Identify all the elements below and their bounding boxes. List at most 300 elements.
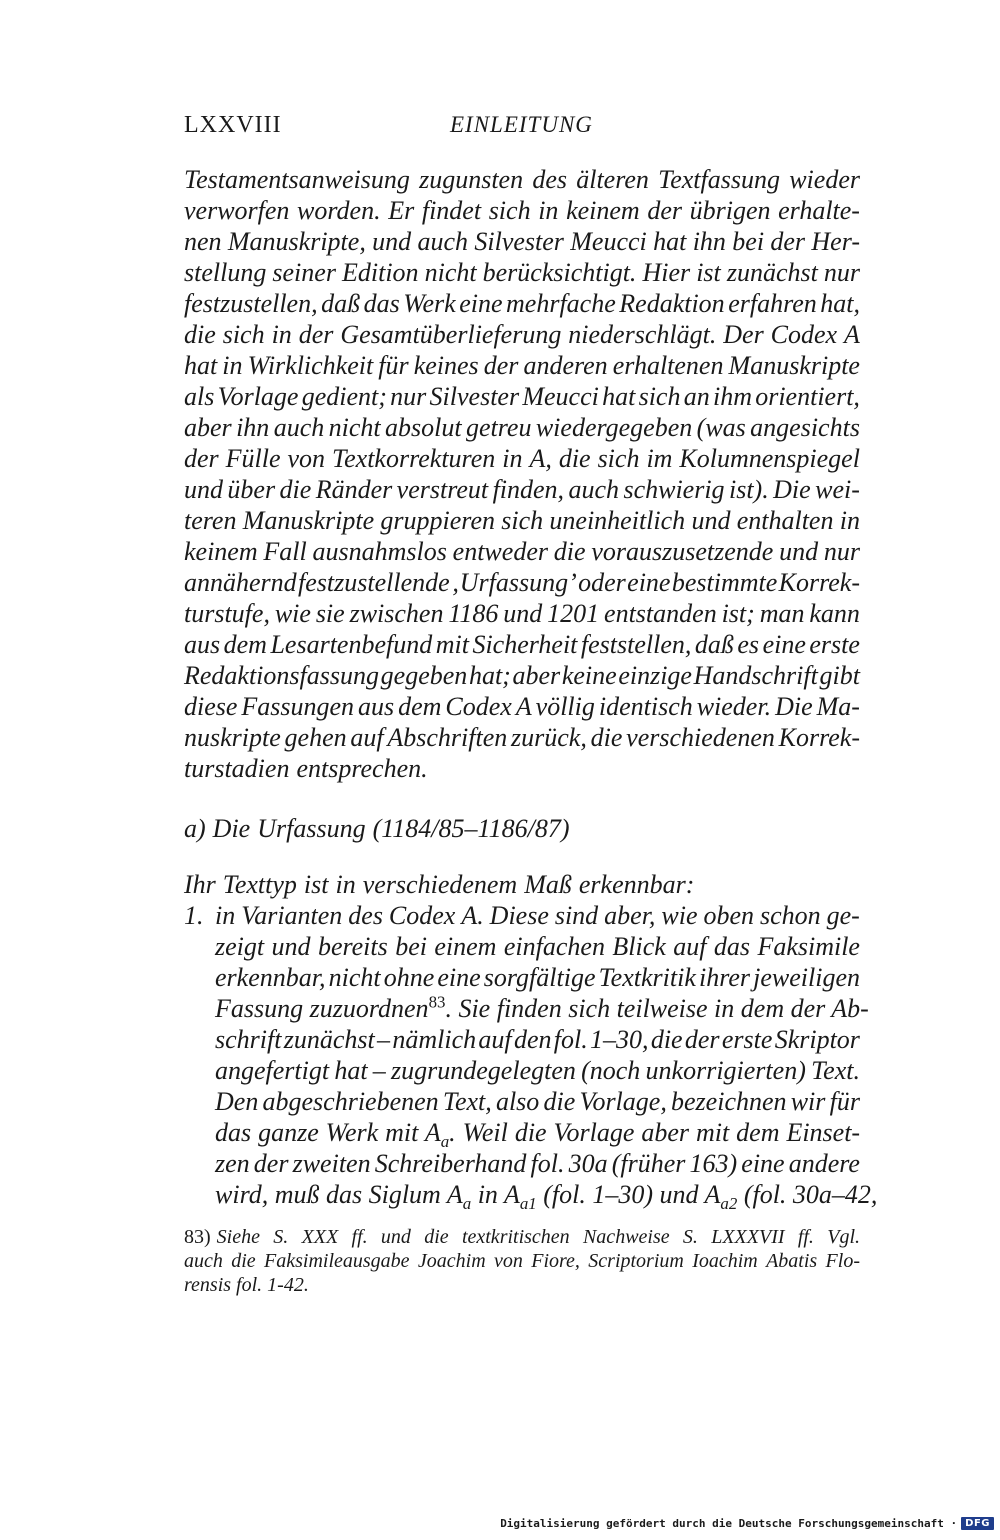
word: ohne <box>383 963 435 992</box>
word: eine <box>762 630 806 659</box>
word: Fülle <box>225 444 281 473</box>
word: turstadien <box>184 754 290 783</box>
word: Textkritik <box>598 963 696 992</box>
word: andere <box>788 1149 860 1178</box>
word: Fassungen <box>241 692 355 721</box>
word: gehen <box>284 723 347 752</box>
siglum-segment <box>215 1179 878 1214</box>
word: kann <box>809 599 860 628</box>
word: sich <box>501 506 544 535</box>
word: eine <box>741 1149 785 1178</box>
word: vorauszusetzende <box>591 537 774 566</box>
body-line <box>184 350 860 381</box>
word: Abschriften <box>387 723 508 752</box>
word: Sicherheit <box>472 630 578 659</box>
list-line <box>215 1055 860 1086</box>
word: gruppieren <box>380 506 495 535</box>
word: über <box>227 475 276 504</box>
word: Die <box>212 814 251 843</box>
word: zunächst <box>726 258 818 287</box>
word: auf <box>350 723 384 752</box>
word: ‚Urfassung’ <box>451 568 577 597</box>
word: A, <box>529 444 552 473</box>
word: erhaltenen <box>612 351 724 380</box>
word: Schreiberhand <box>374 1149 527 1178</box>
word: für <box>829 1087 860 1116</box>
word: und <box>779 537 819 566</box>
word: aus <box>184 630 221 659</box>
word: nämlich <box>392 1025 477 1054</box>
word: diese <box>184 692 238 721</box>
word: jeweiligen <box>753 963 860 992</box>
word: Vorlage, <box>579 1087 667 1116</box>
word: den <box>513 1025 552 1054</box>
text-fragment: . Sie finden sich teilweise in dem der Ab- <box>445 994 869 1023</box>
body-line <box>184 722 860 753</box>
word: (was <box>696 413 746 442</box>
word: zunächst <box>283 1025 375 1054</box>
word: erhalte- <box>778 196 860 225</box>
word: sorgfältige <box>483 963 596 992</box>
word: fol. <box>553 1025 588 1054</box>
word: Vorlage <box>217 382 299 411</box>
page-header <box>184 112 860 144</box>
word: fol. <box>530 1149 565 1178</box>
word: nur <box>390 382 427 411</box>
list-intro <box>184 869 860 900</box>
word: hat <box>184 351 218 380</box>
list-line <box>215 1117 861 1152</box>
word: (früher <box>611 1149 686 1178</box>
word: das <box>363 289 400 318</box>
word: zwischen <box>349 599 444 628</box>
word: verstreut <box>396 475 489 504</box>
word: a) <box>184 814 206 843</box>
body-line <box>184 288 860 319</box>
word: aber, <box>604 901 656 930</box>
word: Meucci <box>570 227 647 256</box>
digitization-credit <box>500 1512 994 1534</box>
word: Ioachim <box>692 1250 758 1272</box>
word: Text. <box>811 1056 860 1085</box>
word: auf <box>478 1025 512 1054</box>
word: schwierig <box>623 475 725 504</box>
section-heading <box>184 813 860 844</box>
word: Codex <box>388 901 456 930</box>
word: Her- <box>811 227 860 256</box>
list-line <box>215 1148 860 1179</box>
word: Joachim <box>417 1250 486 1272</box>
word: stellung <box>184 258 267 287</box>
word: zeigt <box>215 932 265 961</box>
word: erkennbar: <box>578 870 695 899</box>
body-line <box>184 753 860 784</box>
subscript: a <box>462 1194 472 1214</box>
word: Abatis <box>766 1250 818 1272</box>
word: turstufe, <box>184 599 270 628</box>
body-line <box>184 505 860 536</box>
word: die <box>279 475 312 504</box>
word: Wirklichkeit <box>247 351 374 380</box>
word: gibt <box>819 661 860 690</box>
word: bei <box>395 932 427 961</box>
word: eine <box>459 289 503 318</box>
word: festzustellen, <box>184 289 318 318</box>
word: sind <box>554 901 599 930</box>
word: zweiten <box>292 1149 371 1178</box>
footnote-line <box>184 1225 860 1249</box>
body-line <box>184 691 860 722</box>
word: 1-42. <box>267 1274 309 1296</box>
list-line <box>215 931 860 962</box>
word: eine <box>437 963 481 992</box>
word: zugrundegelegten <box>391 1056 576 1085</box>
text-fragment: das ganze Werk mit A <box>215 1118 441 1147</box>
word: sich <box>488 196 531 225</box>
footnote-ref: 83 <box>428 992 446 1012</box>
word: aber <box>184 413 232 442</box>
word: Meucci <box>522 382 599 411</box>
word: A. <box>461 901 484 930</box>
word: Korrek- <box>778 568 860 597</box>
word: und <box>184 475 223 504</box>
word: ausnahmslos <box>312 537 447 566</box>
word: bei <box>732 227 765 256</box>
text-fragment: Fassung zuzuordnen <box>215 994 429 1023</box>
word: von <box>494 1250 523 1272</box>
text-fragment: (fol. 1–30) und A <box>536 1180 721 1209</box>
word: in <box>335 870 356 899</box>
word: sich <box>222 320 265 349</box>
word: auch <box>184 1250 223 1272</box>
word: völlig <box>535 692 595 721</box>
word: die <box>650 1025 683 1054</box>
word: Urfassung <box>257 814 366 843</box>
word: keinem <box>566 196 640 225</box>
word: auch <box>417 227 469 256</box>
word: als <box>184 382 215 411</box>
word: nicht <box>424 258 477 287</box>
word: in <box>538 196 559 225</box>
footnote-number: 83) <box>184 1226 211 1248</box>
word: Testamentsanweisung <box>184 165 410 194</box>
word: und <box>691 506 731 535</box>
word: die <box>543 1087 576 1116</box>
word: (noch <box>581 1056 641 1085</box>
word: abgeschriebenen <box>262 1087 439 1116</box>
word: verschiedenem <box>362 870 518 899</box>
word: in <box>215 901 236 930</box>
subscript: a <box>440 1132 450 1152</box>
word: Kolumnenspiegel <box>679 444 860 473</box>
word: – <box>377 1025 391 1054</box>
body-line <box>184 443 860 474</box>
word: hat <box>334 1056 368 1085</box>
word: erfahren <box>728 289 817 318</box>
word: nicht <box>328 413 381 442</box>
word: A <box>515 692 532 721</box>
word: Faksimile <box>757 932 860 961</box>
word: 1186 <box>448 599 499 628</box>
text-fragment: wird, muß das Siglum A <box>215 1180 463 1209</box>
body-line <box>184 257 860 288</box>
word: Codex <box>445 692 512 721</box>
word: 1201 <box>547 599 600 628</box>
word: Ränder <box>315 475 393 504</box>
word: erste <box>809 630 860 659</box>
word: Manuskripte <box>728 351 860 380</box>
word: Werk <box>403 289 456 318</box>
word: Er <box>388 196 415 225</box>
word: also <box>495 1087 540 1116</box>
body-line <box>184 164 860 195</box>
word: ist; <box>721 599 755 628</box>
word: von <box>287 444 326 473</box>
word: Manuskripte, <box>227 227 366 256</box>
word: in <box>222 351 243 380</box>
word: Der <box>723 320 764 349</box>
word: niederschlägt. <box>568 320 717 349</box>
word: schon <box>760 901 821 930</box>
word: im <box>646 444 673 473</box>
word: wieder. <box>696 692 772 721</box>
list-line <box>215 962 860 993</box>
word: festzustellende <box>298 568 450 597</box>
body-line <box>184 536 860 567</box>
word: Skriptor <box>774 1025 860 1054</box>
word: übrigen <box>689 196 771 225</box>
word: zen <box>215 1149 250 1178</box>
word: nicht <box>328 963 381 992</box>
word: Text, <box>442 1087 492 1116</box>
word: eine <box>627 568 671 597</box>
word: seiner <box>272 258 336 287</box>
word: sich <box>638 382 681 411</box>
word: oben <box>703 901 755 930</box>
word: ist). <box>728 475 769 504</box>
word: angesichts <box>750 413 860 442</box>
word: – <box>372 1056 386 1085</box>
word: 30a <box>568 1149 608 1178</box>
word: annähernd <box>184 568 297 597</box>
word: erkennbar, <box>215 963 326 992</box>
word: Manuskripte <box>242 506 375 535</box>
word: Edition <box>341 258 419 287</box>
word: hat <box>653 227 687 256</box>
word: findet <box>421 196 482 225</box>
word: worden. <box>297 196 381 225</box>
text-fragment: (fol. 30a–42, <box>737 1180 878 1209</box>
word: Hier <box>642 258 691 287</box>
word: berücksichtigt. <box>482 258 637 287</box>
word: aus <box>358 692 395 721</box>
word: rensis <box>184 1274 232 1296</box>
word: gedient; <box>301 382 387 411</box>
word: 1–30, <box>590 1025 649 1054</box>
word: sich <box>597 444 640 473</box>
word: bereits <box>317 932 388 961</box>
siglum-segment <box>215 1117 861 1152</box>
word: ihn <box>236 413 270 442</box>
word: zugunsten <box>419 165 524 194</box>
body-line <box>184 319 860 350</box>
word: nur <box>823 258 860 287</box>
word: entsprechen. <box>296 754 428 783</box>
word: die <box>184 320 216 349</box>
word: erste <box>721 1025 773 1054</box>
word: und <box>372 227 412 256</box>
word: entstanden <box>604 599 717 628</box>
word: auch <box>273 413 325 442</box>
body-line <box>184 226 860 257</box>
word: mehrfache <box>506 289 616 318</box>
word: ist <box>303 870 329 899</box>
word: Lesartenbefund <box>270 630 433 659</box>
word: Handschrift <box>693 661 818 690</box>
word: zurück, <box>511 723 587 752</box>
credit-text: Digitalisierung gefördert durch die Deutsche Forschungsgemeinschaft · <box>500 1516 958 1530</box>
word: wir <box>790 1087 826 1116</box>
word: der <box>253 1149 289 1178</box>
word: orientiert, <box>755 382 860 411</box>
word: der <box>647 196 682 225</box>
word: Gesamtüberlieferung <box>340 320 562 349</box>
word: des <box>348 901 383 930</box>
word: Die <box>773 475 811 504</box>
word: das <box>713 932 751 961</box>
word: wei- <box>815 475 860 504</box>
body-line <box>184 567 860 598</box>
word: feststellen, <box>580 630 692 659</box>
word: Ihr <box>184 870 216 899</box>
word: getreu <box>465 413 532 442</box>
word: mit <box>435 630 469 659</box>
body-line <box>184 629 860 660</box>
word: Varianten <box>241 901 343 930</box>
word: ihm <box>712 382 752 411</box>
word: aber <box>512 661 561 690</box>
word: Die <box>775 692 813 721</box>
word: in <box>271 320 292 349</box>
word: auf <box>673 932 707 961</box>
word: oder <box>578 568 626 597</box>
word: Silvester <box>429 382 520 411</box>
body-line <box>184 381 860 412</box>
word: auch <box>568 475 620 504</box>
footnote-line <box>184 1273 860 1297</box>
word: wie <box>274 599 311 628</box>
word: daß <box>694 630 734 659</box>
word: schrift <box>215 1025 282 1054</box>
word: der <box>184 444 219 473</box>
word: Redaktionsfassung <box>184 661 379 690</box>
word: keinem <box>184 537 258 566</box>
list-line <box>215 1179 878 1214</box>
running-head: EINLEITUNG <box>450 112 593 137</box>
word: Maß <box>524 870 572 899</box>
word: und <box>271 932 311 961</box>
footnote-line <box>184 1249 860 1273</box>
word: Faksimileausgabe <box>264 1250 410 1272</box>
word: wieder <box>789 165 860 194</box>
body-line <box>184 195 860 226</box>
word: Fall <box>263 537 307 566</box>
word: Ma- <box>816 692 860 721</box>
word: für <box>378 351 409 380</box>
word: Codex <box>770 320 838 349</box>
word: entweder <box>452 537 548 566</box>
word: Texttyp <box>222 870 297 899</box>
word: gegeben <box>380 661 468 690</box>
word: der <box>770 227 806 256</box>
text-fragment: . Weil die Vorlage aber mit dem Einset- <box>449 1118 861 1147</box>
word: Textfassung <box>658 165 780 194</box>
word: teren <box>184 506 237 535</box>
word: an <box>683 382 710 411</box>
word: ihn <box>692 227 726 256</box>
word: einfachen <box>503 932 605 961</box>
word: Korrek- <box>778 723 860 752</box>
word: Textkorrekturen <box>332 444 496 473</box>
word: ihrer <box>698 963 751 992</box>
word: bezeichnen <box>671 1087 787 1116</box>
word: enthalten <box>736 506 834 535</box>
word: anderen <box>523 351 608 380</box>
word: die <box>553 537 586 566</box>
word: älteren <box>576 165 649 194</box>
word: die <box>558 444 591 473</box>
word: dem <box>398 692 442 721</box>
list-number: 1. <box>184 901 204 930</box>
word: Den <box>215 1087 259 1116</box>
body-line <box>184 660 860 691</box>
word: Fiore, <box>531 1250 580 1272</box>
word: ge- <box>826 901 860 930</box>
text-fragment: in A <box>471 1180 520 1209</box>
body-line <box>184 412 860 443</box>
word: wie <box>661 901 698 930</box>
word: keine <box>561 661 617 690</box>
list-line <box>215 900 860 931</box>
word: identisch <box>598 692 693 721</box>
word: bestimmte <box>671 568 778 597</box>
word: A <box>844 320 860 349</box>
word: der <box>298 320 334 349</box>
word: der <box>684 1025 720 1054</box>
word: Scriptorium <box>588 1250 684 1272</box>
word: unkorrigierten) <box>645 1056 806 1085</box>
word: sie <box>315 599 345 628</box>
word: der <box>483 351 519 380</box>
word: Blick <box>612 932 666 961</box>
word: die <box>231 1250 256 1272</box>
footnote-anchor-segment <box>215 993 869 1024</box>
word: finden, <box>492 475 565 504</box>
word: fol. <box>236 1274 263 1296</box>
word: nur <box>823 537 860 566</box>
word: man <box>759 599 805 628</box>
subscript: a1 <box>519 1194 537 1214</box>
word: es <box>737 630 760 659</box>
page-number: LXXVIII <box>184 112 282 138</box>
word: keines <box>413 351 479 380</box>
word: hat, <box>820 289 860 318</box>
word: dem <box>223 630 267 659</box>
word: angefertigt <box>215 1056 330 1085</box>
list-line <box>215 992 869 1024</box>
list-line <box>215 1086 860 1117</box>
word: daß <box>321 289 361 318</box>
